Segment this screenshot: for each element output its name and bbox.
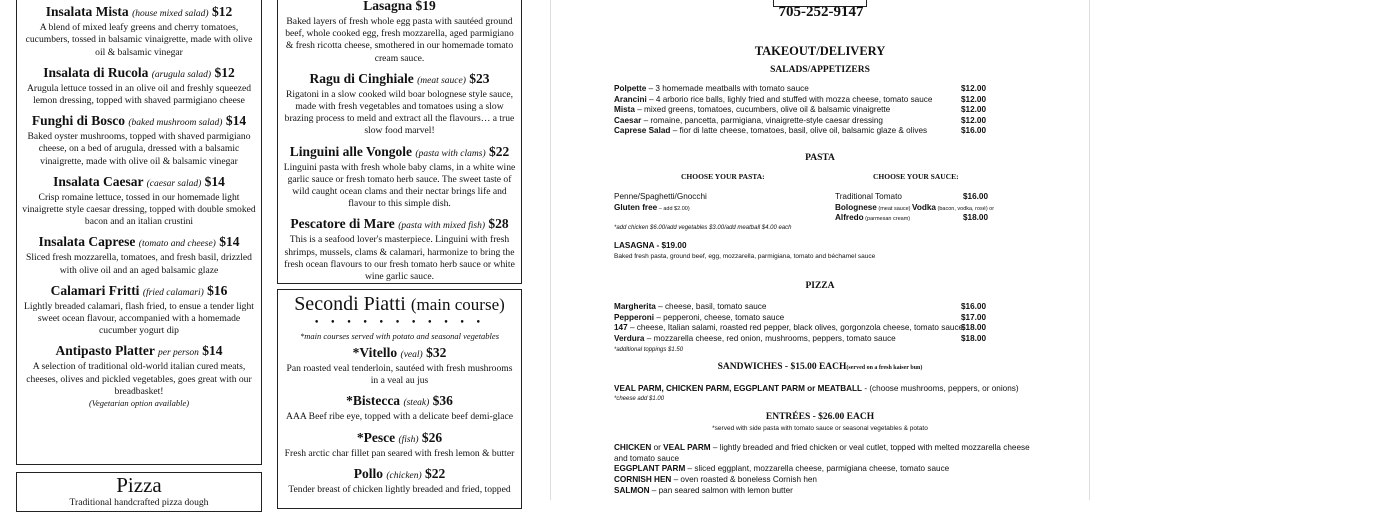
salads-heading: SALADS/APPETIZERS <box>770 65 870 75</box>
item-description: Arugula lettuce tossed in an olive oil and freshly squeezed lemon dressing, topped with shaved parmigiano cheese <box>26 82 252 107</box>
salad-row <box>614 126 927 137</box>
takeout-heading: TAKEOUT/DELIVERY <box>754 44 886 58</box>
item-price: $32 <box>426 345 447 360</box>
row-name: Verdura <box>614 334 645 344</box>
row-price: $12.00 <box>961 115 987 125</box>
entree-row <box>614 475 817 486</box>
menu-item <box>21 113 257 168</box>
item-name: Funghi di Bosco <box>31 113 125 129</box>
entree-desc: and tomato sauce <box>614 453 680 463</box>
item-name: Linguini alle Vongole <box>289 143 413 159</box>
secondi-title-text: Secondi Piatti <box>294 293 406 315</box>
row-price: $16.00 <box>961 126 987 136</box>
row-price: $12.00 <box>961 94 987 104</box>
item-description: Sliced fresh mozzarella, tomatoes, and fresh basil, drizzled with olive oil and an aged balsamic glaze <box>26 252 252 276</box>
item-subtitle: (caesar salad) <box>146 178 202 189</box>
menu-item <box>21 343 257 408</box>
item-price: $14 <box>202 343 223 359</box>
entree-row <box>614 454 679 465</box>
row-price: $16.00 <box>961 302 987 311</box>
takeout-page <box>550 0 1090 500</box>
row-name: Arancini <box>614 94 647 104</box>
item-subtitle: (arugula salad) <box>151 69 212 80</box>
item-title <box>282 345 517 363</box>
item-title <box>21 343 257 361</box>
sandwiches-line <box>614 384 1019 395</box>
item-title <box>21 234 257 252</box>
item-description: Fresh arctic char fillet pan seared with fresh lemon & butter <box>284 447 515 459</box>
entree-desc: – oven roasted & boneless Cornish hen <box>671 475 817 485</box>
item-name: Pollo <box>353 465 383 481</box>
sauce-traditional: Traditional Tomato <box>835 192 902 201</box>
entree-desc: – pan seared salmon with lemon butter <box>649 485 793 495</box>
item-name: *Pesce <box>356 429 396 445</box>
item-title <box>282 71 517 89</box>
pasta-menu-panel <box>277 0 522 284</box>
item-price: $23 <box>469 70 490 86</box>
menu-item <box>21 65 257 107</box>
pizza-desc-wrap <box>21 497 257 509</box>
entree-name: CHICKEN <box>614 443 652 452</box>
item-subtitle: (fish) <box>398 434 419 445</box>
item-price: $14 <box>225 113 247 129</box>
entrees-heading: ENTRÉES - $26.00 EACH <box>765 412 875 422</box>
menu-item <box>21 283 257 338</box>
item-description: Linguini pasta with fresh whole baby clams, in a white wine garlic sauce or fresh tomato herb sauce. The sweet taste of wild caught ocean clams and their nectar brings life and flavour to this simple dish. <box>283 161 516 210</box>
pasta-heading: PASTA <box>805 153 835 163</box>
sauce-alfredo: Alfredo <box>835 213 864 222</box>
item-name: *Bistecca <box>346 393 401 409</box>
item-price: $22 <box>425 465 446 481</box>
secondi-course-text: (main course) <box>410 295 505 314</box>
item-title <box>21 113 257 131</box>
row-desc: – mozzarella cheese, red onion, mushrooms, peppers, tomato sauce <box>644 334 896 344</box>
item-price: $36 <box>432 393 453 409</box>
item-description: Baked oyster mushrooms, topped with shaved parmigiano cheese, on a bed of arugula, dressed with a balsamic vinaigrette, made with olive oil & balsamic vinegar <box>27 131 251 167</box>
item-title <box>282 466 517 484</box>
choose-sauce-label: CHOOSE YOUR SAUCE: <box>873 172 959 181</box>
sauce-vodka: Vodka <box>912 203 936 212</box>
item-price: $12 <box>211 4 233 20</box>
item-title <box>21 4 257 22</box>
sauce-alfredo-sub: (parmesan cream) <box>863 216 911 222</box>
item-name: Insalata Caesar <box>53 173 144 189</box>
item-description: A blend of mixed leafy greens and cherry tomatoes, cucumbers, tossed in balsamic vinaigrette, made with olive oil & balsamic vinegar <box>25 22 253 58</box>
item-title <box>282 393 517 411</box>
item-name: Ragu di Cinghiale <box>309 70 414 86</box>
item-description: This is a seafood lover's masterpiece. Linguini with fresh shrimps, mussels, clams & calamari, harmonize to bring the fresh ocean flavours to our fresh tomato herb sauce or white wine garlic sauce. <box>284 234 515 283</box>
decorative-dots: • • • • • • • • • • • <box>313 318 485 328</box>
row-desc: – romaine, pancetta, parmigiana, vinaigrette-style caesar dressing <box>641 115 883 125</box>
item-price: $26 <box>421 429 443 445</box>
menu-item <box>21 234 257 276</box>
pizza-row <box>614 313 784 324</box>
phone-number: 705-252-9147 <box>778 4 864 20</box>
menu-item <box>282 466 517 496</box>
choose-pasta-label: CHOOSE YOUR PASTA: <box>681 172 765 181</box>
row-name: Margherita <box>614 302 656 311</box>
item-name: Calamari Fritti <box>50 282 140 298</box>
sandwiches-options: VEAL PARM, CHICKEN PARM, EGGPLANT PARM or MEATBALL <box>614 384 863 393</box>
item-subtitle: (steak) <box>403 398 430 409</box>
row-name: Caprese Salad <box>614 126 671 136</box>
item-subtitle: (baked mushroom salad) <box>128 118 223 129</box>
menu-item <box>282 393 517 423</box>
item-subtitle: (meat sauce) <box>417 75 466 86</box>
pizza-row <box>614 323 963 334</box>
menu-item <box>21 174 257 229</box>
item-description: Baked layers of fresh whole egg pasta with sautéed ground beef, whole cooked egg, fresh mozzarella, aged parmigiano & fresh ricotta cheese, smothered in our homemade tomato cream sauce. <box>285 16 514 64</box>
row-name: Polpette <box>614 84 647 93</box>
item-name: Antipasto Platter <box>55 343 155 359</box>
row-desc: – 4 arborio rice balls, lighly fried and stuffed with mozza cheese, tomato sauce <box>646 94 933 104</box>
appetizer-menu-panel <box>16 0 262 465</box>
lasagna-title: LASAGNA - $19.00 <box>614 241 687 250</box>
sauce-vodka-sub: (bacon, vodka, rosé) or <box>935 206 995 212</box>
row-desc: – cheese, basil, tomato sauce <box>655 302 767 311</box>
item-price: $14 <box>219 234 240 250</box>
item-price: $28 <box>488 216 509 232</box>
item-price: $12 <box>214 64 235 80</box>
item-description: Pan roasted veal tenderloin, sautéed with fresh mushrooms in a veal au jus <box>286 363 513 387</box>
item-name: Pescatore di Mare <box>290 216 395 232</box>
row-desc: – 3 homemade meatballs with tomato sauce <box>646 84 809 93</box>
entree-name: EGGPLANT PARM <box>614 464 686 474</box>
row-name: Caesar <box>614 115 642 125</box>
row-name: Mista <box>614 105 635 115</box>
item-name: Insalata di Rucola <box>43 64 149 80</box>
row-desc: – cheese, Italian salami, roasted red pepper, black olives, gorgonzola cheese, tomato sauce <box>627 323 964 333</box>
item-price: $14 <box>204 173 225 189</box>
item-description: Tender breast of chicken lightly breaded and fried, topped <box>288 483 511 495</box>
sauce-bolognese-sub: (meat sauce) <box>876 206 913 212</box>
gluten-free-label: Gluten free <box>614 203 658 212</box>
sauce-alfredo-line <box>835 213 910 225</box>
item-title <box>21 174 257 192</box>
item-subtitle: (fried calamari) <box>142 287 204 298</box>
item-title <box>282 144 517 162</box>
secondi-note: *main courses served with potato and seasonal vegetables <box>299 331 499 341</box>
entree-row <box>614 486 793 497</box>
pizza-heading: PIZZA <box>805 281 835 291</box>
pizza-row <box>614 334 896 345</box>
item-subtitle: per person <box>157 348 199 359</box>
menu-item <box>282 144 517 211</box>
menu-item <box>282 430 517 460</box>
pizza-title: Pizza <box>116 473 162 497</box>
menu-item <box>282 0 517 65</box>
item-note: (Vegetarian option available) <box>88 398 190 409</box>
row-price: $18.00 <box>961 334 987 344</box>
row-name: Pepperoni <box>614 312 655 322</box>
pizza-desc: Traditional handcrafted pizza dough <box>69 497 209 508</box>
item-name: Insalata Caprese <box>38 234 136 250</box>
row-desc: – fior di latte cheese, tomatoes, basil, olive oil, balsamic glaze & olives <box>670 126 928 136</box>
entree-name-2: VEAL PARM <box>663 443 711 452</box>
entree-name: SALMON <box>614 485 650 495</box>
item-name: Insalata Mista <box>45 4 129 20</box>
item-description: AAA Beef ribe eye, topped with a delicate beef demi-glace <box>286 411 513 423</box>
pizza-menu-panel <box>16 472 262 512</box>
salad-row <box>614 95 932 106</box>
salad-row <box>614 116 883 127</box>
item-subtitle: (chicken) <box>386 470 422 481</box>
item-price: $16 <box>207 282 228 298</box>
item-description: A selection of traditional old-world italian cured meats, cheeses, olives and pickled vegetables, goes great with our breadbasket! <box>26 361 252 397</box>
menu-item <box>282 71 517 138</box>
salad-row <box>614 84 809 95</box>
cut-off-line <box>21 0 257 2</box>
gluten-free-line <box>614 203 690 215</box>
row-price: $18.00 <box>961 323 987 333</box>
gluten-free-add: – add $2.00) <box>657 206 690 212</box>
item-subtitle: (pasta with clams) <box>415 148 486 159</box>
row-price: $17.00 <box>961 312 987 322</box>
sandwiches-heading <box>551 362 1089 372</box>
sandwiches-choices: - (choose mushrooms, peppers, or onions) <box>862 384 1019 393</box>
entree-name: CORNISH HEN <box>614 475 672 485</box>
item-description: Rigatoni in a slow cooked wild boar bolognese style sauce, made with fresh vegetables and tomatoes using a slow brazing process to meld and extract all the flavours… a true slow food marvel! <box>284 88 515 137</box>
sandwiches-note: *cheese add $1.00 <box>614 396 665 402</box>
item-subtitle: (tomato and cheese) <box>138 239 216 250</box>
row-price: $12.00 <box>961 105 987 115</box>
item-title <box>282 0 517 16</box>
item-title <box>282 430 517 448</box>
row-name: 147 <box>614 323 628 333</box>
item-title <box>282 216 517 234</box>
pizza-row <box>614 302 766 313</box>
sauce-traditional-price: $16.00 <box>963 192 989 201</box>
entree-row <box>614 443 1030 454</box>
entrees-sub: *served with side pasta with tomato sauce or seasonal vegetables & potato <box>712 425 928 432</box>
pizza-note: *additional toppings $1.50 <box>614 347 684 353</box>
item-title <box>21 65 257 83</box>
pasta-types: Penne/Spaghetti/Gnocchi <box>614 192 707 201</box>
item-subtitle: (veal) <box>400 350 423 360</box>
item-price: $19 <box>415 0 436 13</box>
menu-item <box>282 345 517 387</box>
item-name: Lasagna <box>363 0 413 13</box>
item-description: Lightly breaded calamari, flash fried, to ensue a tender light sweet ocean flavour, accompanied with a homemade cucumber yogurt dip <box>24 300 254 337</box>
row-price: $12.00 <box>961 84 987 93</box>
secondi-menu-panel <box>277 289 522 509</box>
add-ons-note: *add chicken $6.00/add vegetables $3.00/add meatball $4.00 each <box>614 225 792 231</box>
item-description: Crisp romaine lettuce, tossed in our homemade light vinaigrette style caesar dressing, topped with double smoked bacon and an italian crustini <box>22 191 256 228</box>
sauce-bolognese: Bolognese <box>835 203 877 212</box>
item-price: $22 <box>489 143 510 159</box>
row-desc: – mixed greens, tomatoes, cucumbers, olive oil & balsamic vinaigrette <box>634 105 891 115</box>
sandwiches-sub: (served on a fresh kaiser bun) <box>846 365 923 371</box>
entree-desc: – lightly breaded and fried chicken or veal cutlet, topped with melted mozzarella cheese <box>710 443 1030 452</box>
item-subtitle: (house mixed salad) <box>132 9 209 20</box>
entree-desc: – sliced eggplant, mozzarella cheese, parmigiana cheese, tomato sauce <box>685 464 950 474</box>
menu-item <box>282 216 517 283</box>
item-subtitle: (pasta with mixed fish) <box>398 221 486 232</box>
sandwiches-heading-text: SANDWICHES - $15.00 EACH <box>717 362 847 372</box>
row-desc: – pepperoni, cheese, tomato sauce <box>654 312 785 322</box>
menu-item <box>21 4 257 59</box>
secondi-title <box>278 292 521 317</box>
entree-row <box>614 464 949 475</box>
item-name: *Vitello <box>352 345 398 360</box>
item-title <box>21 283 257 301</box>
salad-row <box>614 105 890 116</box>
lasagna-desc: Baked fresh pasta, ground beef, egg, mozzarella, parmigiana, tomato and béchamel sauce <box>614 253 876 260</box>
cut-off-text <box>21 0 257 2</box>
sauce-alfredo-price: $18.00 <box>963 213 989 222</box>
entree-connector: or <box>651 443 664 452</box>
